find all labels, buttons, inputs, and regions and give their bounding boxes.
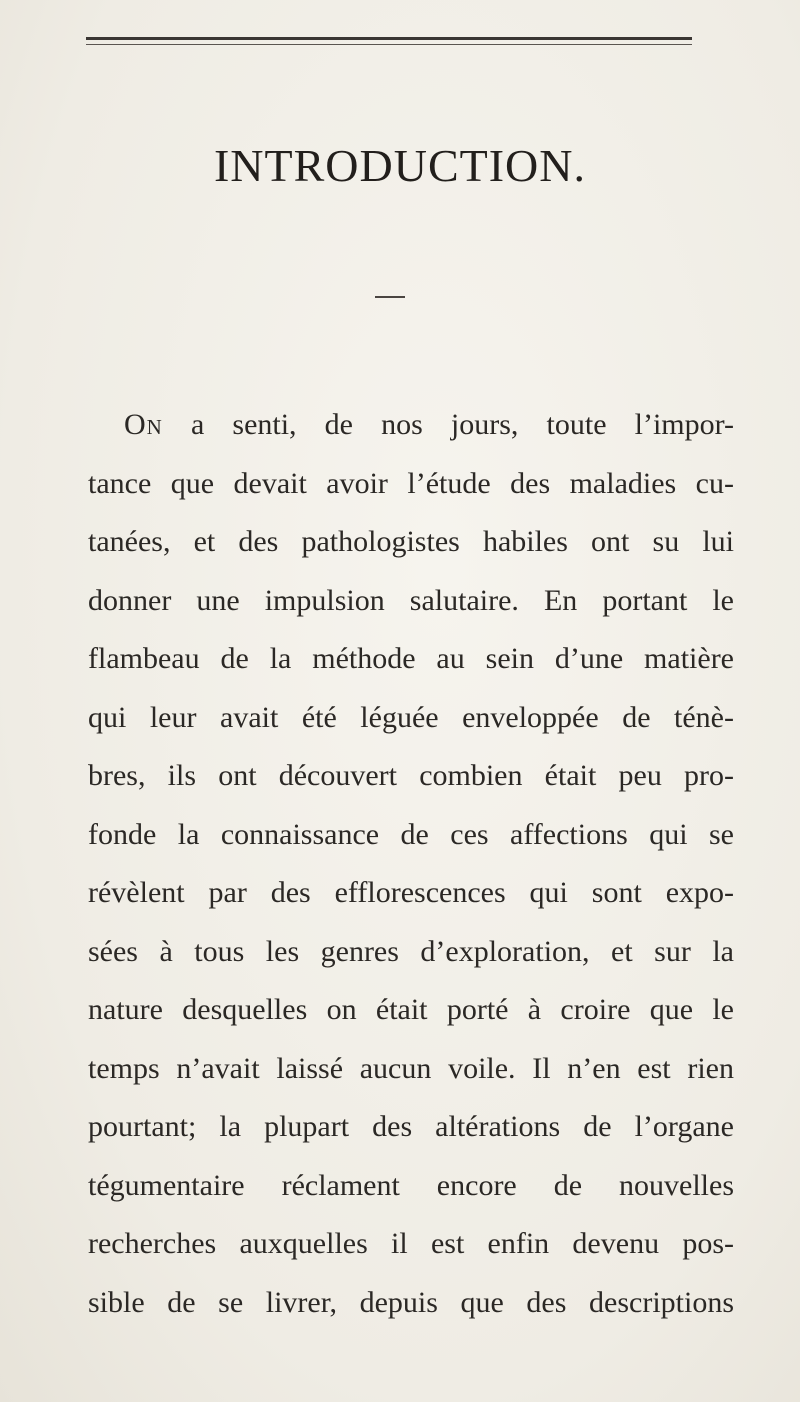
text-line: flambeau de la méthode au sein d’une matière (88, 642, 734, 675)
text-line: donner une impulsion salutaire. En portant le (88, 583, 734, 617)
text-line: sible de se livrer, depuis que des descriptions (88, 1285, 734, 1319)
text-line: tance que devait avoir l’étude des maladies cu- (88, 466, 734, 500)
chapter-title: INTRODUCTION. (213, 140, 586, 191)
first-line-rest: a senti, de nos jours, toute l’impor- (162, 408, 734, 441)
text-line: révèlent par des efflorescences qui sont expo- (88, 876, 734, 909)
paragraph (88, 396, 734, 1332)
title-separator (375, 296, 405, 298)
text-line: bres, ils ont découvert combien était peu pro- (88, 759, 734, 792)
text-line: fonde la connaissance de ces affections qui se (88, 817, 734, 851)
text-line: qui leur avait été léguée enveloppée de ténè- (88, 700, 734, 734)
text-line: pourtant; la plupart des altérations de l’organe (88, 1110, 734, 1143)
text-line: recherches auxquelles il est enfin devenu pos- (88, 1227, 734, 1260)
text-line: temps n’avait laissé aucun voile. Il n’en est rien (88, 1051, 734, 1085)
text-line: tégumentaire réclament encore de nouvelles (88, 1168, 734, 1202)
text-line: tanées, et des pathologistes habiles ont su lui (88, 525, 734, 558)
first-word: On (124, 408, 163, 441)
text-line-1 (88, 396, 734, 455)
text-line: nature desquelles on était porté à croire que le (88, 993, 734, 1026)
top-rule-thin (86, 44, 692, 45)
top-rule (86, 37, 692, 40)
text-line: sées à tous les genres d’exploration, et sur la (88, 934, 734, 968)
